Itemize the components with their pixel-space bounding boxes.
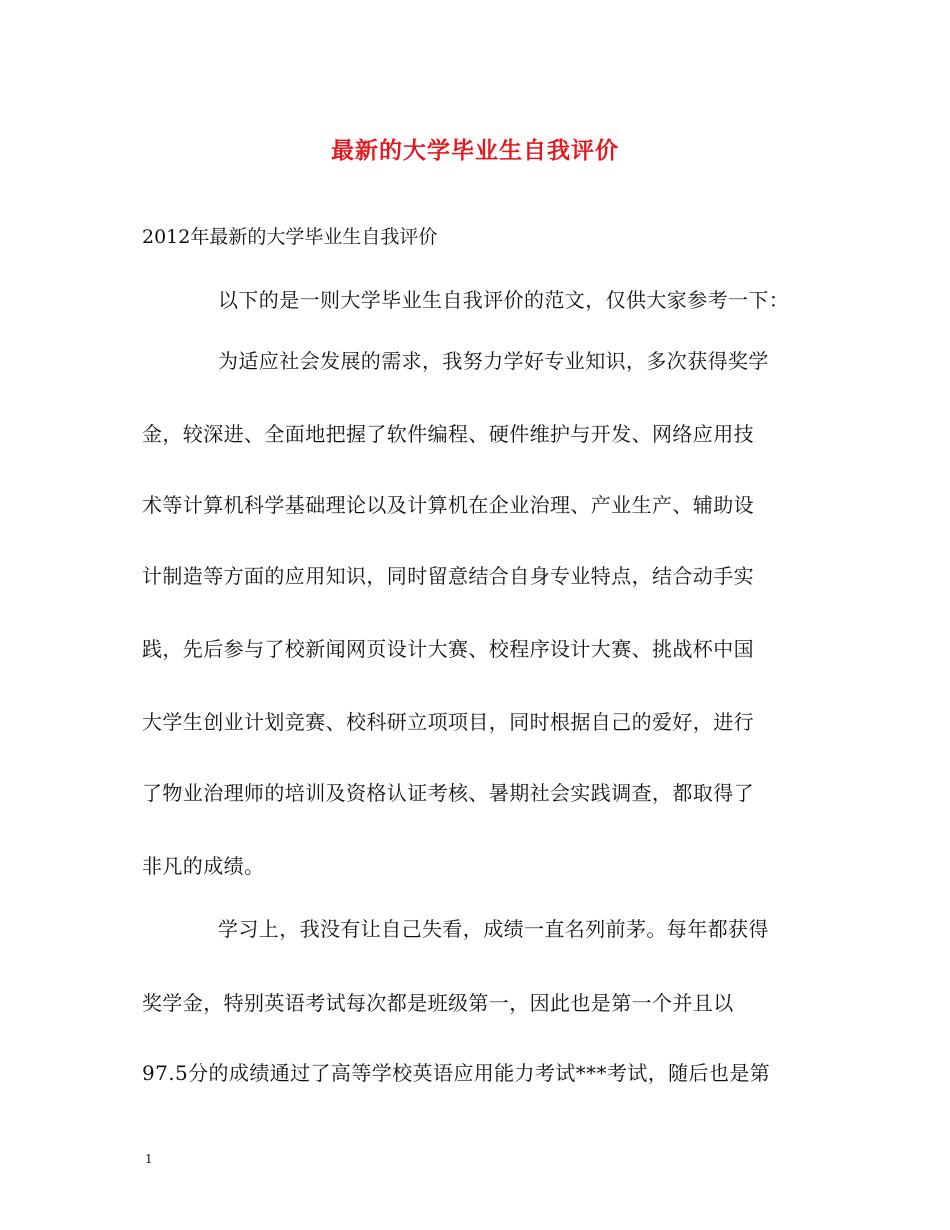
body-line: 大学生创业计划竞赛、校科研立项项目，同时根据自己的爱好，进行 [142, 710, 754, 734]
body-line: 非凡的成绩。 [142, 854, 265, 878]
body-line: 术等计算机科学基础理论以及计算机在企业治理、产业生产、辅助设 [142, 493, 754, 517]
body-line: 为适应社会发展的需求，我努力学好专业知识，多次获得奖学 [218, 349, 769, 373]
page-title: 最新的大学毕业生自我评价 [331, 137, 619, 164]
body-line: 计制造等方面的应用知识，同时留意结合自身专业特点，结合动手实 [142, 564, 754, 588]
page-number: 1 [145, 1152, 153, 1166]
body-line: 了物业治理师的培训及资格认证考核、暑期社会实践调查，都取得了 [142, 781, 754, 805]
body-line: 以下的是一则大学毕业生自我评价的范文，仅供大家参考一下： [218, 288, 790, 312]
body-line: 学习上，我没有让自己失看，成绩一直名列前茅。每年都获得 [218, 917, 769, 941]
body-line: 践，先后参与了校新闻网页设计大赛、校程序设计大赛、挑战杯中国 [142, 637, 754, 661]
body-line: 金，较深进、全面地把握了软件编程、硬件维护与开发、网络应用技 [142, 422, 754, 446]
body-line: 奖学金，特别英语考试每次都是班级第一，因此也是第一个并且以 [142, 991, 734, 1015]
document-subtitle: 2012年最新的大学毕业生自我评价 [142, 226, 438, 248]
body-line: 97.5分的成绩通过了高等学校英语应用能力考试***考试，随后也是第 [142, 1061, 771, 1085]
